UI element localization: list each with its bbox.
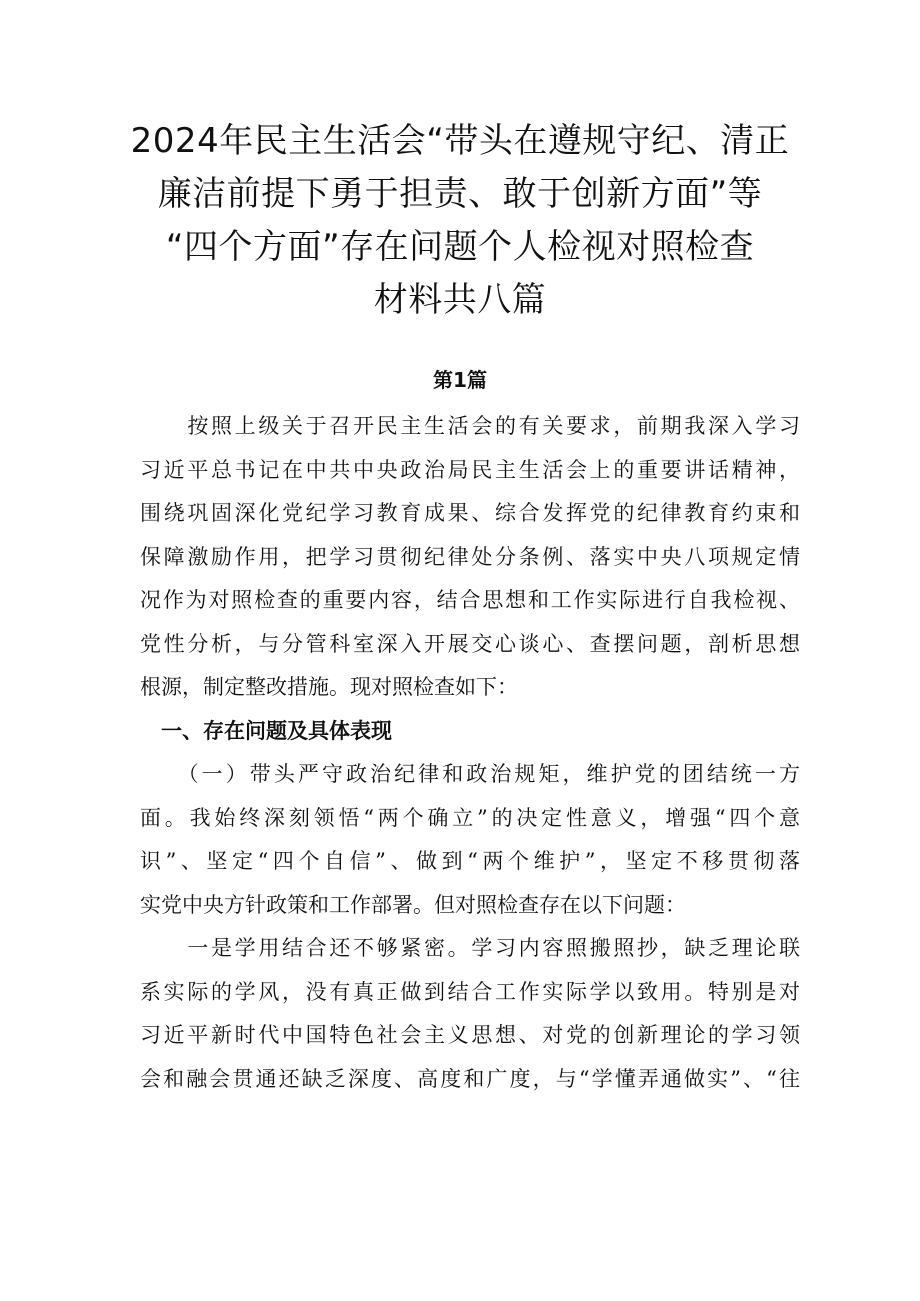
section-paragraph-line: 面。我始终深刻领悟“两个确立”的决定性意义，增强“四个意 bbox=[140, 805, 800, 830]
title-line: “四个方面”存在问题个人检视对照检查 bbox=[165, 227, 755, 267]
section-paragraph-line: （一）带头严守政治纪律和政治规矩，维护党的团结统一方 bbox=[140, 762, 800, 786]
title-line: 材料共八篇 bbox=[373, 280, 547, 320]
point-paragraph-line: 系实际的学风，没有真正做到结合工作实际学以致用。特别是对 bbox=[140, 979, 800, 1004]
title-line: 2024年民主生活会“带头在遵规守纪、清正 bbox=[130, 121, 790, 161]
intro-paragraph-line: 习近平总书记在中共中央政治局民主生活会上的重要讲话精神， bbox=[140, 457, 800, 482]
intro-paragraph-line: 根源，制定整改措施。现对照检查如下： bbox=[140, 675, 518, 699]
intro-paragraph-line: 保障激励作用，把学习贯彻纪律处分条例、落实中央八项规定情 bbox=[140, 544, 800, 569]
point-paragraph-line: 一是学用结合还不够紧密。学习内容照搬照抄，缺乏理论联 bbox=[140, 936, 800, 960]
intro-paragraph-line: 围绕巩固深化党纪学习教育成果、综合发挥党的纪律教育约束和 bbox=[140, 501, 800, 525]
section-heading: 一、存在问题及具体表现 bbox=[140, 718, 392, 743]
intro-paragraph-line: 党性分析，与分管科室深入开展交心谈心、查摆问题，剖析思想 bbox=[140, 631, 800, 656]
section-paragraph-line: 识”、坚定“四个自信”、做到“两个维护”，坚定不移贯彻落 bbox=[140, 849, 800, 873]
point-paragraph-line: 习近平新时代中国特色社会主义思想、对党的创新理论的学习领 bbox=[140, 1023, 800, 1047]
chapter-heading: 第1篇 bbox=[433, 368, 487, 392]
intro-paragraph-line: 按照上级关于召开民主生活会的有关要求，前期我深入学习 bbox=[140, 414, 800, 438]
point-paragraph-line: 会和融会贯通还缺乏深度、高度和广度，与“学懂弄通做实”、“往 bbox=[140, 1066, 800, 1091]
intro-paragraph-line: 况作为对照检查的重要内容，结合思想和工作实际进行自我检视、 bbox=[140, 588, 800, 612]
document-body bbox=[140, 405, 800, 1101]
title-line: 廉洁前提下勇于担责、敢于创新方面”等 bbox=[157, 174, 763, 214]
section-paragraph-line: 实党中央方针政策和工作部署。但对照检查存在以下问题： bbox=[140, 892, 686, 917]
document-title bbox=[120, 115, 800, 327]
